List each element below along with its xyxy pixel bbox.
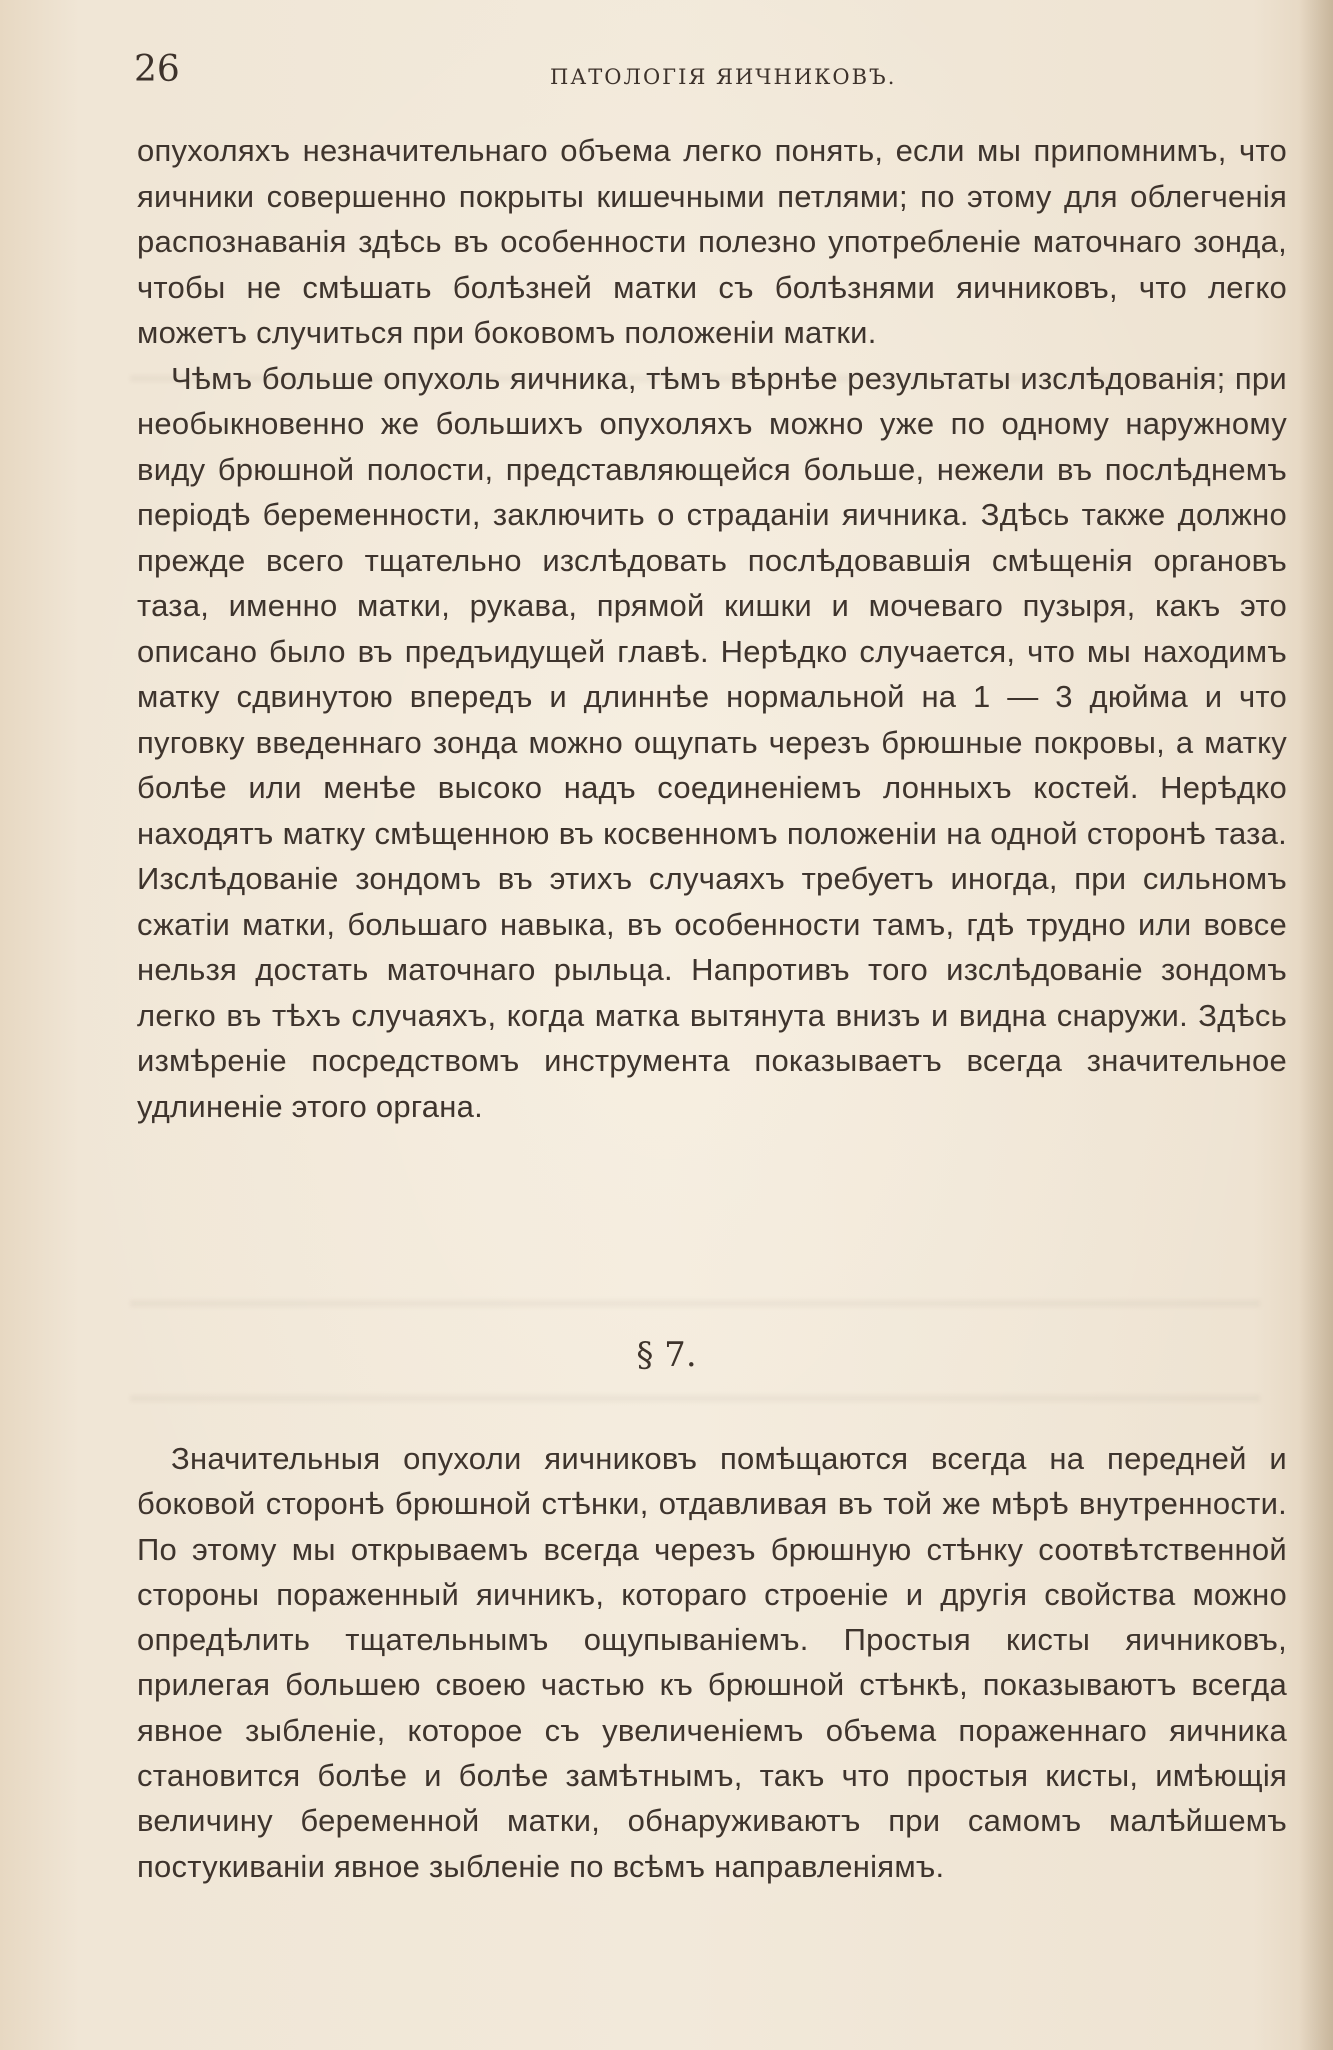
show-through-smudge: [130, 1395, 1260, 1402]
paragraph: Значительныя опухоли яичниковъ помѣщаются всегда на передней и боковой сторонѣ брюшной стѣнки, отдавливая въ той же мѣрѣ внутренности. По этому мы открываемъ всегда черезъ брюшную стѣнку соотвѣтственной стороны пораженный яичникъ, котораго строеніе и другія свойства можно опредѣлить тщательнымъ ощупываніемъ. Простыя кисты яичниковъ, прилегая большею своею частью къ брюшной стѣнкѣ, показываютъ всегда явное зыбленіе, которое съ увеличеніемъ объема пораженнаго яичника становится болѣе и болѣе замѣтнымъ, такъ что простыя кисты, имѣющія величину беременной матки, обнаруживаютъ при самомъ малѣйшемъ постукиваніи явное зыбленіе по всѣмъ направленіямъ.: [137, 1441, 1287, 1884]
main-text: [137, 128, 1287, 1129]
running-head: [130, 49, 1292, 102]
section-heading: § 7.: [636, 1335, 697, 1375]
section-text: [137, 1436, 1287, 1889]
show-through-smudge: [130, 1300, 1260, 1307]
paragraph: опухоляхъ незначительнаго объема легко понять, если мы припомнимъ, что яичники совершенно покрыты кишечными петлями; по этому для облегченія распознаванія здѣсь въ особенности полезно употребленіе маточнаго зонда, чтобы не смѣшать болѣзней матки съ болѣзнями яичниковъ, что легко можетъ случиться при боковомъ положеніи матки.: [137, 133, 1287, 350]
paragraph: Чѣмъ больше опухоль яичника, тѣмъ вѣрнѣе результаты изслѣдованія; при необыкновенно же большихъ опухоляхъ можно уже по одному наружному виду брюшной полости, представляющейся больше, нежели въ послѣднемъ періодѣ беременности, заключить о страданіи яичника. Здѣсь также должно прежде всего тщательно изслѣдовать послѣдовавшія смѣщенія органовъ таза, именно матки, рукава, прямой кишки и мочеваго пузыря, какъ это описано было въ предъидущей главѣ. Нерѣдко случается, что мы находимъ матку сдвинутою впередъ и длиннѣе нормальной на 1 — 3 дюйма и что пуговку введеннаго зонда можно ощупать черезъ брюшные покровы, а матку болѣе или менѣе высоко надъ соединеніемъ лонныхъ костей. Нерѣдко находятъ матку смѣщенною въ косвенномъ положеніи на одной сторонѣ таза. Изслѣдованіе зондомъ въ этихъ случаяхъ требуетъ иногда, при сильномъ сжатіи матки, большаго навыка, въ особенности тамъ, гдѣ трудно или вовсе нельзя достать маточнаго рыльца. Напротивъ того изслѣдованіе зондомъ легко въ тѣхъ случаяхъ, когда матка вытянута внизъ и видна снаружи. Здѣсь измѣреніе посредствомъ инструмента показываетъ всегда значительное удлиненіе этого органа.: [137, 360, 1287, 1124]
running-title: ПАТОЛОГІЯ ЯИЧНИКОВЪ.: [550, 65, 897, 89]
page-number: 26: [134, 49, 180, 90]
